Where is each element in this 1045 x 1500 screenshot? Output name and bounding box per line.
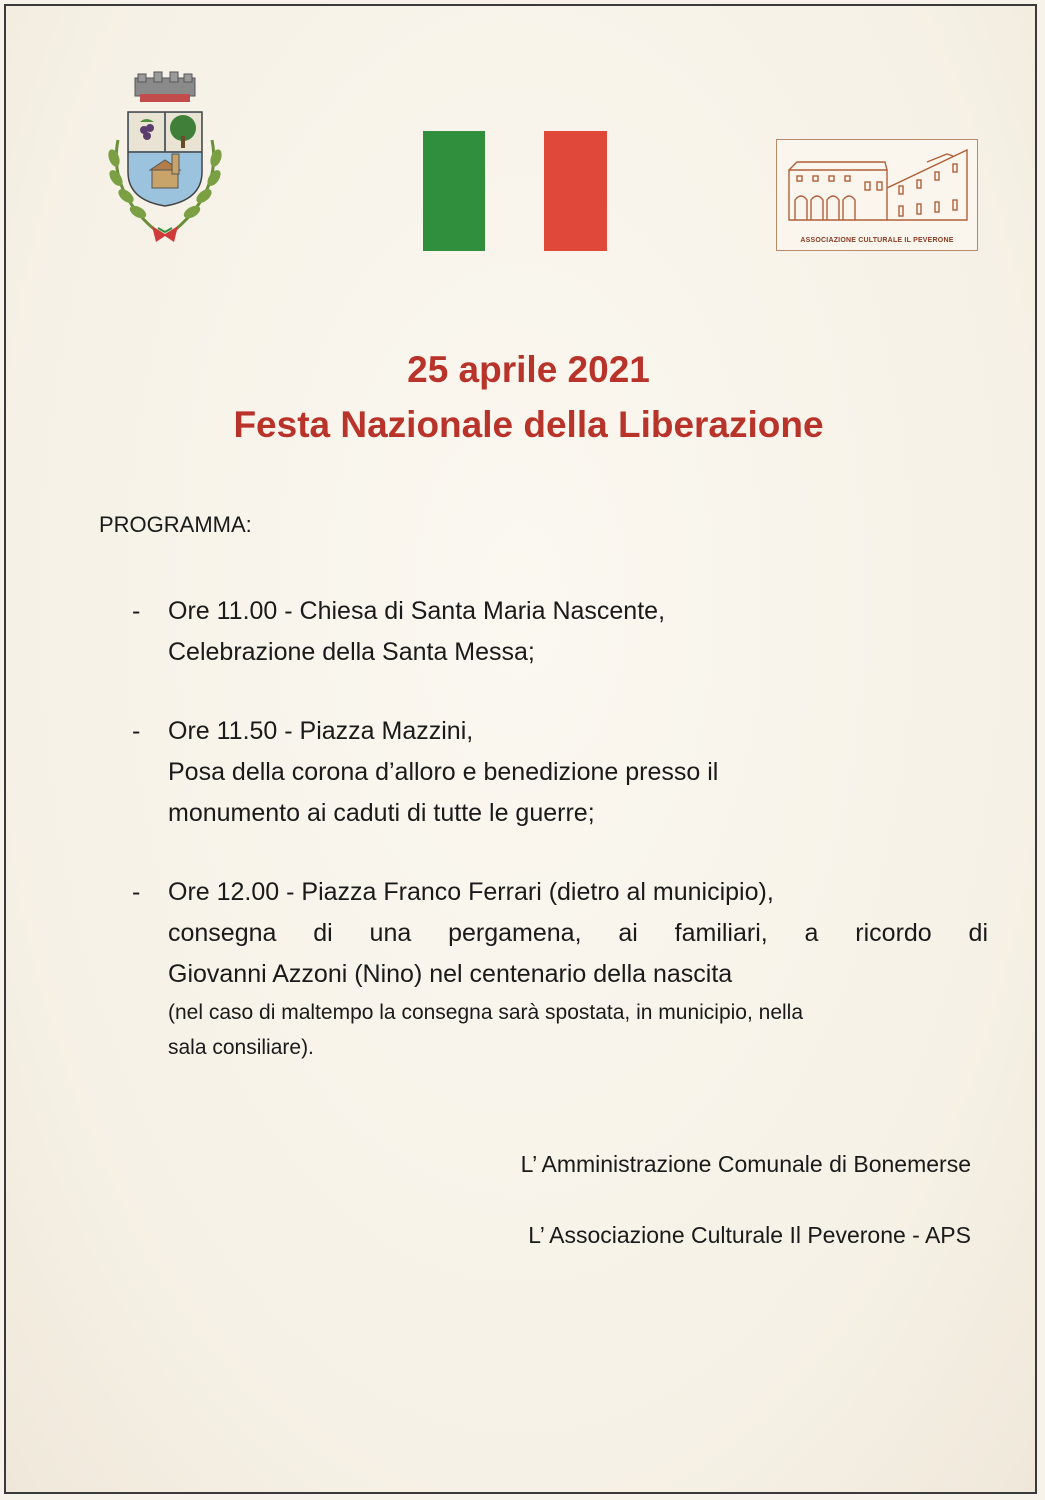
coat-of-arms-icon <box>100 70 230 250</box>
programma-heading: PROGRAMMA: <box>99 512 252 537</box>
association-logo-caption: ASSOCIAZIONE CULTURALE IL PEVERONE <box>800 237 954 244</box>
program-list <box>128 591 988 1103</box>
list-dash: - <box>132 717 141 745</box>
signature-association: L’ Associazione Culturale Il Peverone - APS <box>528 1222 971 1248</box>
program-item-line: monumento ai caduti di tutte le guerre; <box>168 799 595 827</box>
page-frame <box>4 4 1037 1494</box>
program-item-line: consegna di una pergamena, ai familiari, a ricordo di <box>168 919 988 947</box>
title-block <box>6 344 1045 454</box>
program-item-note: (nel caso di maltempo la consegna sarà spostata, in municipio, nella <box>168 1001 804 1024</box>
program-item <box>128 872 988 1065</box>
program-item-line: Giovanni Azzoni (Nino) nel centenario della nascita <box>168 960 733 988</box>
event-date: 25 aprile 2021 <box>407 349 650 390</box>
program-item-line: Celebrazione della Santa Messa; <box>168 638 535 666</box>
program-item-note: sala consiliare). <box>168 1036 314 1059</box>
list-dash: - <box>132 597 141 625</box>
program-item-line: Ore 12.00 - Piazza Franco Ferrari (dietro al municipio), <box>168 878 774 906</box>
association-logo <box>776 139 978 251</box>
flag-green-band <box>423 131 485 251</box>
event-title: Festa Nazionale della Liberazione <box>233 404 824 445</box>
program-item <box>128 591 988 673</box>
program-item <box>128 711 988 834</box>
signature-municipality: L’ Amministrazione Comunale di Bonemerse <box>520 1151 971 1177</box>
program-item-line: Posa della corona d’alloro e benedizione presso il <box>168 758 719 786</box>
italian-flag-icon <box>423 131 607 251</box>
flag-red-band <box>544 131 607 251</box>
program-item-line: Ore 11.50 - Piazza Mazzini, <box>168 717 474 745</box>
program-item-line: Ore 11.00 - Chiesa di Santa Maria Nascente, <box>168 597 666 625</box>
list-dash: - <box>132 878 141 906</box>
